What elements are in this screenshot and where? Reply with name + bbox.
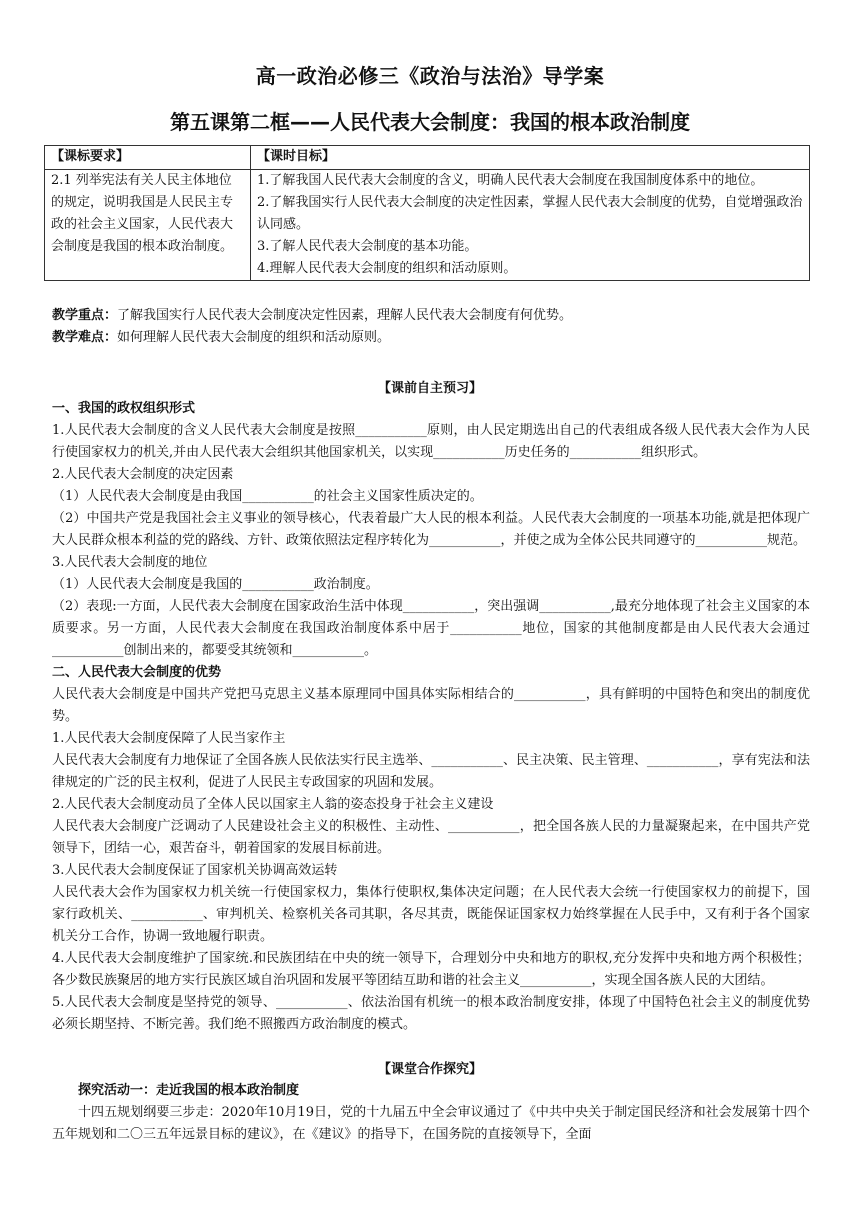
preview-line: 人民代表大会作为国家权力机关统一行使国家权力，集体行使职权,集体决定问题；在人民代表大会统一行使国家权力的前提下，国家行政机关、___________、审判机关、检察机关各司其职，各尽其责，既能保证国家权力始终掌握在人民手中，又有利于各个国家机关分工合作，协调一致地履行职责。 [52,885,810,944]
explore-body [52,1080,810,1146]
preview-line: 人民代表大会制度是中国共产党把马克思主义基本原理同中国具体实际相结合的___________，具有鲜明的中国特色和突出的制度优势。 [52,687,810,724]
requirement-cell: 2.1 列举宪法有关人民主体地位的规定，说明我国是人民民主专政的社会主义国家，人民代表大会制度是我国的根本政治制度。 [45,170,251,281]
goal-item: 3.了解人民代表大会制度的基本功能。 [257,239,478,254]
explore-section-title: 【课堂合作探究】 [377,1062,482,1077]
preview-line: （2）表现:一方面，人民代表大会制度在国家政治生活中体现___________，突出强调___________,最充分地体现了社会主义国家的本质要求。另一方面，人民代表大会制度在我国政治制度体系中居于___________地位，国家的其他制度都是由人民代表大会通过___________创制出来的，都要受其统领和___________。 [52,599,810,658]
preview-line: 5.人民代表大会制度是坚持党的领导、___________、依法治国有机统一的根本政治制度安排，体现了中国特色社会主义的制度优势必须长期坚持、不断完善。我们绝不照搬西方政治制度的模式。 [52,995,810,1032]
goals-header: 【课时目标】 [251,146,810,170]
preview-body [52,398,810,1036]
key-point-text: 了解我国实行人民代表大会制度决定性因素，理解人民代表大会制度有何优势。 [117,308,573,323]
preview-line: 1.人民代表大会制度的含义人民代表大会制度是按照___________原则，由人民定期选出自己的代表组成各级人民代表大会作为人民行使国家权力的机关,并由人民代表大会组织其他国家机关，以实现___________历史任务的___________组织形式。 [52,423,810,460]
objectives-table [44,145,810,281]
goal-item: 4.理解人民代表大会制度的组织和活动原则。 [257,261,517,276]
preview-line: （2）中国共产党是我国社会主义事业的领导核心，代表着最广大人民的根本利益。人民代表大会制度的一项基本功能,就是把体现广大人民群众根本利益的党的路线、方针、政策依照法定程序转化为___________，并使之成为全体公民共同遵守的___________规范。 [52,511,810,548]
section-heading: 一、我国的政权组织形式 [52,401,196,416]
preview-line: 4.人民代表大会制度维护了国家统.和民族团结在中央的统一领导下，合理划分中央和地方的职权,充分发挥中央和地方两个积极性；各少数民族聚居的地方实行民族区域自治巩固和发展平等团结互助和谐的社会主义___________，实现全国各族人民的大团结。 [52,951,810,988]
key-point-label: 教学重点： [52,308,118,323]
teaching-focus [52,305,810,349]
difficulty-text: 如何理解人民代表大会制度的组织和活动原则。 [117,330,391,345]
goal-item: 2.了解我国实行人民代表大会制度的决定性因素，掌握人民代表大会制度的优势，自觉增强政治认同感。 [257,195,803,232]
preview-line: 2.人民代表大会制度的决定因素 [52,467,234,482]
section-heading: 二、人民代表大会制度的优势 [52,665,222,680]
preview-line: （1）人民代表大会制度是由我国___________的社会主义国家性质决定的。 [52,489,483,504]
preview-line: （1）人民代表大会制度是我国的___________政治制度。 [52,577,379,592]
preview-line: 3.人民代表大会制度保证了国家机关协调高效运转 [52,863,338,878]
goal-item: 1.了解我国人民代表大会制度的含义，明确人民代表大会制度在我国制度体系中的地位。 [257,173,764,188]
activity-paragraph: 十四五规划纲要三步走：2020年10月19日，党的十九届五中全会审议通过了《中共中央关于制定国民经济和社会发展第十四个五年规划和二〇三五年远景目标的建议》，在《建议》的指导下，在国务院的直接领导下，全面 [52,1105,810,1142]
difficulty-line [52,327,810,349]
difficulty-label: 教学难点： [52,330,118,345]
requirement-header: 【课标要求】 [45,146,251,170]
goals-cell [251,170,810,281]
preview-line: 3.人民代表大会制度的地位 [52,555,208,570]
preview-line: 人民代表大会制度广泛调动了人民建设社会主义的积极性、主动性、___________，把全国各族人民的力量凝聚起来，在中国共产党领导下，团结一心，艰苦奋斗，朝着国家的发展目标前进。 [52,819,810,856]
preview-line: 2.人民代表大会制度动员了全体人民以国家主人翁的姿态投身于社会主义建设 [52,797,494,812]
preview-line: 人民代表大会制度有力地保证了全国各族人民依法实行民主选举、___________、民主决策、民主管理、___________，享有宪法和法律规定的广泛的民主权利，促进了人民民主专政国家的巩固和发展。 [52,753,810,790]
activity-title: 探究活动一：走近我国的根本政治制度 [78,1083,300,1098]
lesson-subtitle: 第五课第二框——人民代表大会制度：我国的根本政治制度 [170,110,690,134]
preview-section-title: 【课前自主预习】 [377,381,482,396]
page-title: 高一政治必修三《政治与法治》导学案 [255,64,605,88]
key-point-line [52,305,810,327]
preview-line: 1.人民代表大会制度保障了人民当家作主 [52,731,286,746]
